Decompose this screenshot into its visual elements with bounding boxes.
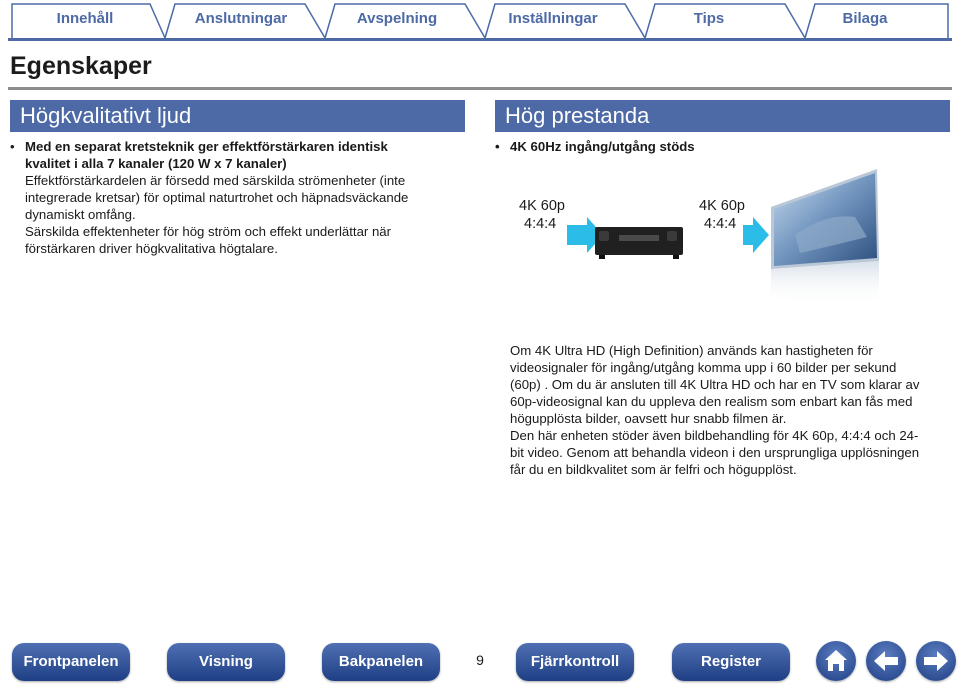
tab-anslutningar[interactable]: Anslutningar [194, 10, 288, 27]
text-line: dynamiskt omfång. [25, 207, 136, 222]
tab-avspelning[interactable]: Avspelning [356, 10, 438, 27]
4k-illustration-graphic [495, 165, 955, 315]
fjarrkontroll-button[interactable]: Fjärrkontroll [516, 643, 634, 681]
paragraph-line: bit video. Genom att behandla videon i den ursprungliga upplösningen [510, 445, 920, 460]
paragraph-line: 60p-videosignal kan du uppleva den realism som enbart kan fås med [510, 394, 913, 409]
bullet-line [10, 138, 450, 155]
tab-innehall[interactable]: Innehåll [56, 10, 114, 27]
section-header-high-performance: Hög prestanda [495, 100, 950, 132]
performance-bullet [495, 138, 935, 155]
performance-bullet-text: 4K 60Hz ingång/utgång stöds [510, 139, 695, 154]
tab-installningar[interactable]: Inställningar [508, 10, 598, 27]
section-header-quality-audio: Högkvalitativt ljud [10, 100, 465, 132]
4k-illustration [495, 165, 955, 315]
frontpanelen-button[interactable]: Frontpanelen [12, 643, 130, 681]
visning-button[interactable]: Visning [167, 643, 285, 681]
spec-input-sampling: 4:4:4 [524, 216, 557, 232]
paragraph-line: får du en bildkvalitet som är felfri och högupplöst. [510, 462, 797, 477]
paragraph-line: Den här enheten stöder även bildbehandling för 4K 60p, 4:4:4 och 24- [510, 428, 919, 443]
bullet-dot: • [10, 139, 15, 154]
arrow-out-icon [743, 217, 769, 253]
bullet-bold-1: Med en separat kretsteknik ger effektförstärkaren identisk [25, 139, 388, 154]
tab-tips[interactable]: Tips [693, 10, 725, 27]
page-title: Egenskaper [10, 52, 152, 80]
arrow-left-icon [866, 641, 906, 681]
arrow-right-icon [916, 641, 956, 681]
spec-output-resolution: 4K 60p [699, 198, 745, 214]
tab-rule [8, 38, 952, 41]
performance-paragraph [510, 342, 942, 478]
spec-input-resolution: 4K 60p [519, 198, 565, 214]
back-button[interactable] [866, 641, 906, 681]
quality-audio-text [10, 138, 450, 257]
paragraph-line: Om 4K Ultra HD (High Definition) används kan hastigheten för [510, 343, 873, 358]
paragraph-line: högupplösta bilder, oavsett hur snabb filmen är. [510, 411, 787, 426]
text-line: Särskilda effektenheter för hög ström och effekt underlättar när [25, 224, 392, 239]
tab-bilaga[interactable]: Bilaga [842, 10, 888, 27]
register-button[interactable]: Register [672, 643, 790, 681]
home-icon [816, 641, 856, 681]
forward-button[interactable] [916, 641, 956, 681]
text-line: integrerade kretsar) för optimal naturtrohet och häpnadsväckande [25, 190, 409, 205]
text-line: förstärkaren driver högkvalitativa högtalare. [25, 241, 278, 256]
bullet-bold-2: kvalitet i alla 7 kanaler (120 W x 7 kanaler) [25, 156, 287, 171]
title-rule [8, 87, 952, 90]
top-tab-bar [0, 0, 960, 42]
paragraph-line: (60p) . Om du är ansluten till 4K Ultra HD och har en TV som klarar av [510, 377, 920, 392]
spec-output-sampling: 4:4:4 [704, 216, 737, 232]
paragraph-line: videosignaler för ingång/utgång komma upp i 60 bilder per sekund [510, 360, 897, 375]
text-line: Effektförstärkardelen är försedd med särskilda strömenheter (inte [25, 173, 406, 188]
home-button[interactable] [816, 641, 856, 681]
bullet-dot: • [495, 139, 500, 154]
page-number: 9 [476, 652, 484, 668]
bakpanelen-button[interactable]: Bakpanelen [322, 643, 440, 681]
